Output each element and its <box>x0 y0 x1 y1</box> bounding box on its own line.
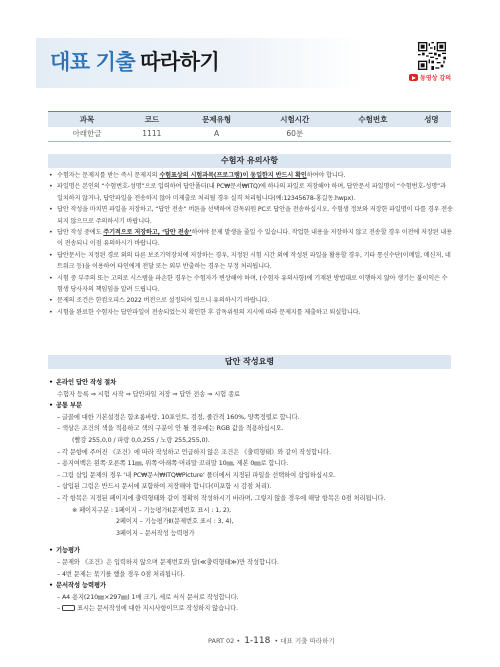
header-question-type: 문제유형 <box>178 112 256 127</box>
qr-code-icon[interactable] <box>418 42 446 70</box>
page-footer <box>208 636 335 646</box>
note-item <box>48 250 453 273</box>
note-item <box>48 204 453 227</box>
footer-part: PART 02 • <box>208 637 241 645</box>
note-text: 시험 중 부주의 또는 고의로 시스템을 파손한 경우는 수험자가 변상해야 하며, (수험자 유의사항)에 기재된 방법대로 이행하지 않아 생기는 불이익은 수험생 당사자의 책임임을 알려 드립니다. <box>57 274 448 294</box>
header-subject: 과목 <box>48 112 126 127</box>
note-text: 문제의 조건은 한컴오피스 2022 버전으로 설정되어 있으니 유의하시기 바랍니다. <box>57 297 270 305</box>
value-code: 1111 <box>126 127 177 142</box>
value-name <box>412 127 451 142</box>
value-question-type: A <box>178 127 256 142</box>
online-steps: 수험자 등록 ⇒ 시험 시작 ⇒ 답안파일 저장 ⇒ 답안 전송 ⇒ 시험 종료 <box>57 390 241 398</box>
note-text: 답안문서는 지정된 경로 외의 다른 보조기억장치에 저장하는 경우, 지정된 시험 시간 외에 작성된 파일을 활용할 경우, 기타 통신수단(이메일, 메신저, 네트워크 등)을 이용하여 타인에게 전달 또는 외부 반출하는 경우는 부정 처리됩니다. <box>57 251 451 271</box>
common-title: • 공통 부문 <box>48 400 453 412</box>
page-title <box>50 46 219 76</box>
table-row <box>48 127 451 142</box>
doc-title: • 문서작성 능력평가 <box>48 580 453 592</box>
common-line: – 각 항목은 지정된 페이지에 출력형태와 같이 정확히 작성하시기 바라며, 그렇지 않을 경우에 해당 항목은 0점 처리됩니다. <box>57 494 386 502</box>
title-part-3: 따라하기 <box>140 50 220 74</box>
title-part-1: 대표 <box>50 50 90 74</box>
header-code: 코드 <box>126 112 177 127</box>
guide-section-title: 답안 작성요령 <box>48 355 451 369</box>
common-line: – 각 문항에 주어진 《조건》에 따라 작성하고 언급하지 않은 조건은 《출력형태》와 같이 작성합니다. <box>57 448 331 456</box>
common-line: – 색상은 조건의 색을 적용하고 색의 구분이 안 될 경우에는 RGB 값을 적용하십시오. <box>57 425 284 433</box>
note-item <box>48 170 453 181</box>
doc-line: – A4 용지(210㎜×297㎜) 1매 크기, 세로 서식 문서로 작성합니다. <box>57 593 239 601</box>
value-exam-number <box>334 127 412 142</box>
note-text: 답안 작성 중에도 <box>57 229 104 237</box>
note-text: 파일명은 본인의 “수험번호-성명”으로 입력하여 답안폴더(내 PC₩문서₩ITQ)에 하나의 파일로 저장해야 하며, 답안문서 파일명이 “수험번호-성명”과 일치하지 않거나, 답안파일을 전송하지 않아 미제출로 처리될 경우 실격 처리됩니다(예:12345678-홍길동.hwpx). <box>57 183 446 202</box>
common-line: – 글꼴에 대한 기본설정은 함초롬바탕, 10포인트, 검정, 줄간격 160%, 양쪽정렬로 합니다. <box>57 413 300 421</box>
play-button-icon <box>409 74 418 81</box>
note-emphasis: 수험표상의 시험과목(프로그램)이 동일한지 반드시 확인 <box>159 172 307 179</box>
value-exam-time: 60분 <box>256 127 334 142</box>
value-subject: 아래한글 <box>48 127 126 142</box>
note-text: 하여야 문제 발생을 줄일 수 있습니다. 작업한 내용을 저장하지 않고 전송할 경우 이전에 저장된 내용이 전송되니 이점 유의하시기 바랍니다. <box>57 229 452 248</box>
header-exam-time: 시험시간 <box>256 112 334 127</box>
func-title: • 기능평가 <box>48 545 453 557</box>
common-line: (빨강 255,0,0 / 파랑 0,0,255 / 노랑 255,255,0). <box>72 436 210 444</box>
page-note-lead: ※ 페이지구분 : 1페이지 – 기능평가Ⅰ(문제번호 표시 : 1, 2), <box>72 506 232 514</box>
header-name: 성명 <box>412 112 451 127</box>
header-exam-number: 수험번호 <box>334 112 412 127</box>
dash-prefix: – <box>57 605 61 613</box>
guide-content <box>48 377 453 615</box>
page-note-line: 2페이지 – 기능평가Ⅱ(문제번호 표시 : 3, 4), <box>116 518 234 526</box>
func-line: – 문제와 《조건》은 입력하지 않으며 문제번호와 답(≪출력형태≫)만 작성합니다. <box>57 558 279 566</box>
page-note-line: 3페이지 – 문서작성 능력평가 <box>116 529 195 537</box>
page-number: 1-118 <box>244 636 271 646</box>
common-line: – 용지여백은 왼쪽·오른쪽 11㎜, 위쪽·아래쪽·머리말·꼬리말 10㎜, 제본 0㎜로 합니다. <box>57 460 289 468</box>
notes-section-title: 수험자 유의사항 <box>48 154 451 168</box>
table-header-row <box>48 112 451 127</box>
footer-section: • 대표 기출 따라하기 <box>274 637 335 645</box>
title-part-2: 기출 <box>95 50 136 74</box>
func-line: – 4번 문제는 묶기를 했을 경우 0점 처리됩니다. <box>57 570 185 578</box>
doc-line-text: 표시는 문서작성에 대한 지시사항이므로 작성하지 않습니다. <box>76 605 238 613</box>
exam-info-table <box>48 111 451 142</box>
note-item <box>48 227 453 250</box>
note-item <box>48 295 453 306</box>
doc-line-with-symbol <box>48 603 453 615</box>
note-text: 시험을 완료한 수험자는 답안파일이 전송되었는지 확인한 후 감독위원의 지시에 따라 문제지를 제출하고 퇴실합니다. <box>57 308 361 316</box>
note-emphasis: 주기적으로 저장하고, ‘답안 전송’ <box>103 229 192 237</box>
common-line: – 삽입된 그림은 반드시 문서에 포함하여 저장해야 합니다(미포함 시 감점 처리). <box>57 483 272 491</box>
video-lecture-badge[interactable] <box>409 73 451 82</box>
video-label: 동영상 강의 <box>420 75 452 82</box>
note-text: 하여야 합니다. <box>306 172 346 179</box>
notes-list <box>48 170 453 318</box>
note-text: 답안 작성을 마치면 파일을 저장하고, “답안 전송” 버튼을 선택하여 감독위원 PC로 답안을 전송하십시오. 수험생 정보와 저장한 파일명이 다를 경우 전송되지 않으므로 주의하시기 바랍니다. <box>57 206 453 225</box>
rounded-box-icon <box>62 605 75 611</box>
common-line: – 그림 삽입 문제의 경우 ‘내 PC₩문서₩ITQ₩Picture’ 폴더에서 지정된 파일을 선택하여 삽입하십시오. <box>57 471 336 479</box>
online-title: • 온라인 답안 작성 절차 <box>48 377 453 389</box>
note-item <box>48 181 453 204</box>
note-text: 수험자는 문제지를 받는 즉시 문제지의 <box>57 172 160 179</box>
note-item <box>48 307 453 318</box>
note-item <box>48 273 453 296</box>
